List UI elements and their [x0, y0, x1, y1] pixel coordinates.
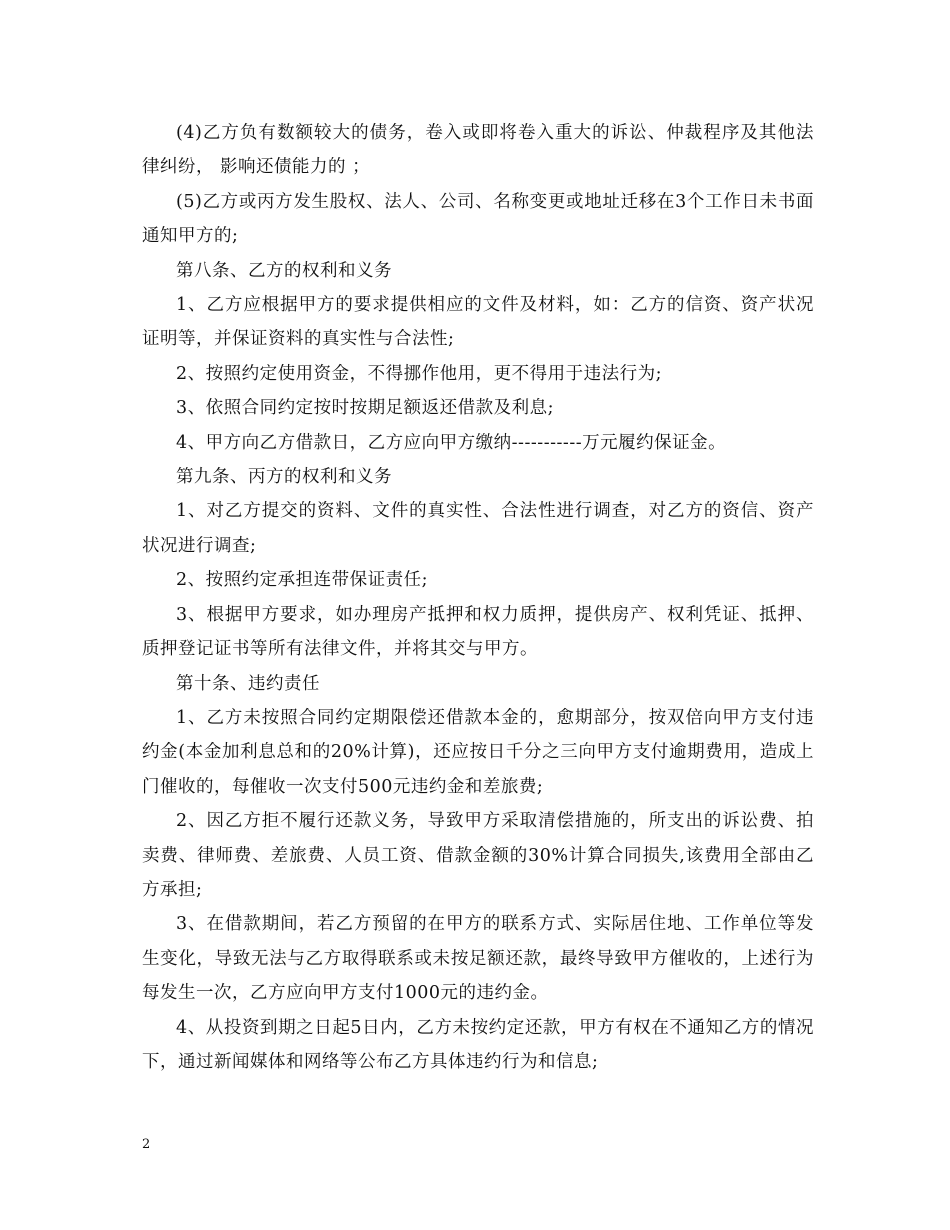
clause-paragraph: (5)乙方或丙方发生股权、法人、公司、名称变更或地址迁移在3个工作日未书面通知甲方的;	[142, 191, 814, 247]
article-heading: 第八条、乙方的权利和义务	[176, 260, 392, 281]
clause-paragraph: 2、因乙方拒不履行还款义务，导致甲方采取清偿措施的，所支出的诉讼费、拍卖费、律师费、差旅费、人员工资、借款金额的30%计算合同损失,该费用全部由乙方承担;	[142, 811, 814, 900]
clause-paragraph: 2、按照约定使用资金，不得挪作他用，更不得用于违法行为;	[176, 363, 663, 384]
clause-paragraph: 3、在借款期间，若乙方预留的在甲方的联系方式、实际居住地、工作单位等发生变化，导致无法与乙方取得联系或未按足额还款，最终导致甲方催收的，上述行为每发生一次，乙方应向甲方支付1000元的违约金。	[142, 914, 814, 1004]
article-heading: 第十条、违约责任	[176, 673, 320, 694]
clause-paragraph: 1、对乙方提交的资料、文件的真实性、合法性进行调查，对乙方的资信、资产状况进行调查;	[142, 501, 814, 556]
article-heading: 第九条、丙方的权利和义务	[176, 467, 392, 488]
clause-paragraph: 3、依照合同约定按时按期足额返还借款及利息;	[176, 398, 555, 419]
document-body	[142, 116, 814, 1079]
clause-paragraph: 1、乙方应根据甲方的要求提供相应的文件及材料，如：乙方的信资、资产状况证明等，并保证资料的真实性与合法性;	[142, 295, 814, 350]
clause-paragraph: 4、从投资到期之日起5日内，乙方未按约定还款，甲方有权在不通知乙方的情况下，通过新闻媒体和网络等公布乙方具体违约行为和信息;	[142, 1017, 814, 1072]
clause-paragraph: (4)乙方负有数额较大的债务，卷入或即将卷入重大的诉讼、仲裁程序及其他法律纠纷， 影响还债能力的 ；	[142, 123, 814, 178]
clause-paragraph: 1、乙方未按照合同约定期限偿还借款本金的，愈期部分，按双倍向甲方支付违约金(本金加利息总和的20%计算)，还应按日千分之三向甲方支付逾期费用，造成上门催收的，每催收一次支付500元违约金和差旅费;	[142, 707, 814, 797]
clause-paragraph: 4、甲方向乙方借款日，乙方应向甲方缴纳-----------万元履约保证金。	[176, 432, 727, 453]
clause-paragraph: 3、根据甲方要求，如办理房产抵押和权力质押，提供房产、权利凭证、抵押、质押登记证书等所有法律文件，并将其交与甲方。	[142, 604, 814, 660]
page-number: 2	[142, 1137, 151, 1152]
clause-paragraph: 2、按照约定承担连带保证责任;	[176, 570, 429, 591]
